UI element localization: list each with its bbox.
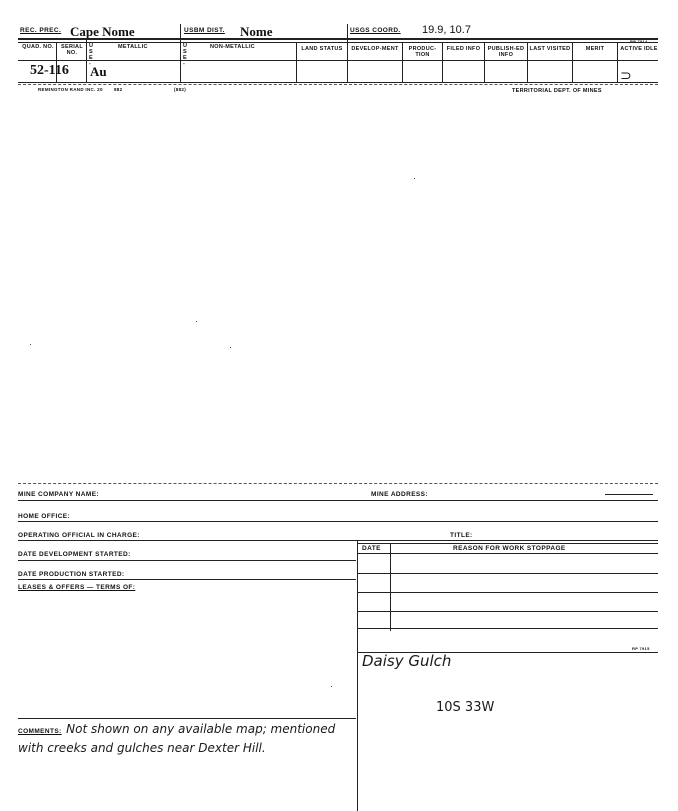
rec-prec-value: Cape Nome xyxy=(70,24,135,39)
col-metallic: METALLIC xyxy=(118,44,148,50)
col-nonmetallic: NON-METALLIC xyxy=(210,44,256,50)
date-column-label: DATE xyxy=(362,545,381,552)
printer-imprint: REMINGTON RAND INC. 20 xyxy=(38,87,103,92)
col-active-idle: ACTIVE IDLE xyxy=(620,46,658,52)
printer-code-1: 882 xyxy=(114,87,123,92)
comments-block xyxy=(18,721,356,756)
col-development: DEVELOP-MENT xyxy=(351,46,399,52)
operating-official-label: OPERATING OFFICIAL IN CHARGE: xyxy=(18,532,140,539)
printer-code-2: (882) xyxy=(174,87,187,92)
speck xyxy=(196,321,197,322)
col-land-status: LAND STATUS xyxy=(301,46,343,52)
department-name: TERRITORIAL DEPT. OF MINES xyxy=(512,88,602,94)
home-office-label: HOME OFFICE: xyxy=(18,513,71,520)
form-number-top: RP 7914 xyxy=(630,39,648,44)
speck xyxy=(414,178,415,179)
mine-company-label: MINE COMPANY NAME: xyxy=(18,491,99,498)
comments-text: Not shown on any available map; mentioned with creeks and gulches near Dexter Hill. xyxy=(18,722,336,755)
leases-offers-label: LEASES & OFFERS — TERMS OF: xyxy=(18,584,136,591)
speck xyxy=(230,347,231,348)
usbm-dist-label: USBM DIST. xyxy=(184,27,225,34)
usgs-coord-value: 19.9, 10.7 xyxy=(422,24,471,36)
col-filed-info: FILED INFO xyxy=(446,46,481,52)
speck xyxy=(331,686,332,687)
col-published-info: PUBLISH-ED INFO xyxy=(487,46,525,58)
rec-prec-label: REC. PREC. xyxy=(20,27,62,34)
comments-label: COMMENTS: xyxy=(18,728,62,735)
usgs-coord-label: USGS COORD. xyxy=(350,27,401,34)
col-last-visited: LAST VISITED xyxy=(529,46,571,52)
township-range: 10S 33W xyxy=(436,700,495,715)
record-number: 52-116 xyxy=(30,63,69,78)
metallic-value: Au xyxy=(90,64,107,79)
col-use-metallic: U S E- xyxy=(89,43,94,67)
reason-stoppage-label: REASON FOR WORK STOPPAGE xyxy=(453,545,566,552)
form-number-bottom: RP 7915 xyxy=(632,646,650,651)
speck xyxy=(30,344,31,345)
mine-address-label: MINE ADDRESS: xyxy=(371,491,428,498)
col-serial-no: SERIAL NO. xyxy=(61,44,83,56)
date-development-label: DATE DEVELOPMENT STARTED: xyxy=(18,551,131,558)
usbm-dist-value: Nome xyxy=(240,24,273,39)
col-quad-no: QUAD. NO. xyxy=(22,44,54,50)
location-name: Daisy Gulch xyxy=(362,652,452,670)
col-use-nonmetallic: U S E- xyxy=(183,43,188,67)
title-label: TITLE: xyxy=(450,532,473,539)
col-merit: MERIT xyxy=(585,46,605,52)
col-production: PRODUC-TION xyxy=(408,46,437,58)
date-production-label: DATE PRODUCTION STARTED: xyxy=(18,571,125,578)
active-mark: ⊃ xyxy=(620,68,632,84)
